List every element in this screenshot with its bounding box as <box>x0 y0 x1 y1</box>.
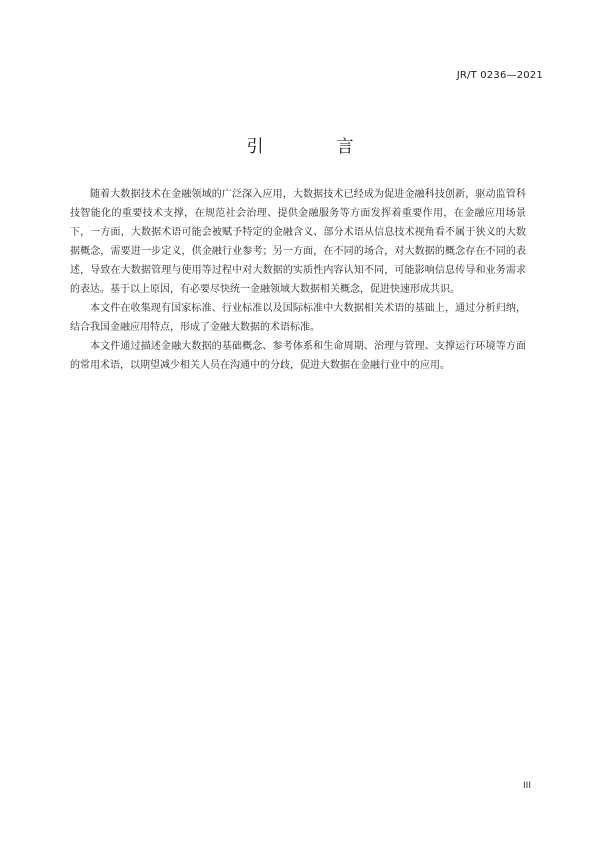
paragraph: 随着大数据技术在金融领域的广泛深入应用，大数据技术已经成为促进金融科技创新，驱动监管科技智能化的重要技术支撑，在规范社会治理、提供金融服务等方面发挥着重要作用，在金融应用场景下，一方面，大数据术语可能会被赋予特定的金融含义、部分术语从信息技术视角看不属于狭义的大数据概念，需要进一步定义，供金融行业参考；另一方面，在不同的场合，对大数据的概念存在不同的表述，导致在大数据管理与使用等过程中对大数据的实质性内容认知不同，可能影响信息传导和业务需求的表达。基于以上原因，有必要尽快统一金融领域大数据相关概念，促进快速形成共识。 <box>70 189 526 295</box>
paragraph: 本文件通过描述金融大数据的基础概念、参考体系和生命周期、治理与管理、支撑运行环境等方面的常用术语，以期望减少相关人员在沟通中的分歧，促进大数据在金融行业中的应用。 <box>70 341 526 371</box>
paragraph: 本文件在收集现有国家标准、行业标准以及国际标准中大数据相关术语的基础上，通过分析归纳，结合我国金融应用特点，形成了金融大数据的术语标准。 <box>70 303 526 333</box>
page-number: III <box>523 781 531 791</box>
page-title: 引 言 <box>246 137 382 157</box>
standard-code: JR/T 0236—2021 <box>456 70 543 81</box>
introduction-body <box>70 185 526 375</box>
